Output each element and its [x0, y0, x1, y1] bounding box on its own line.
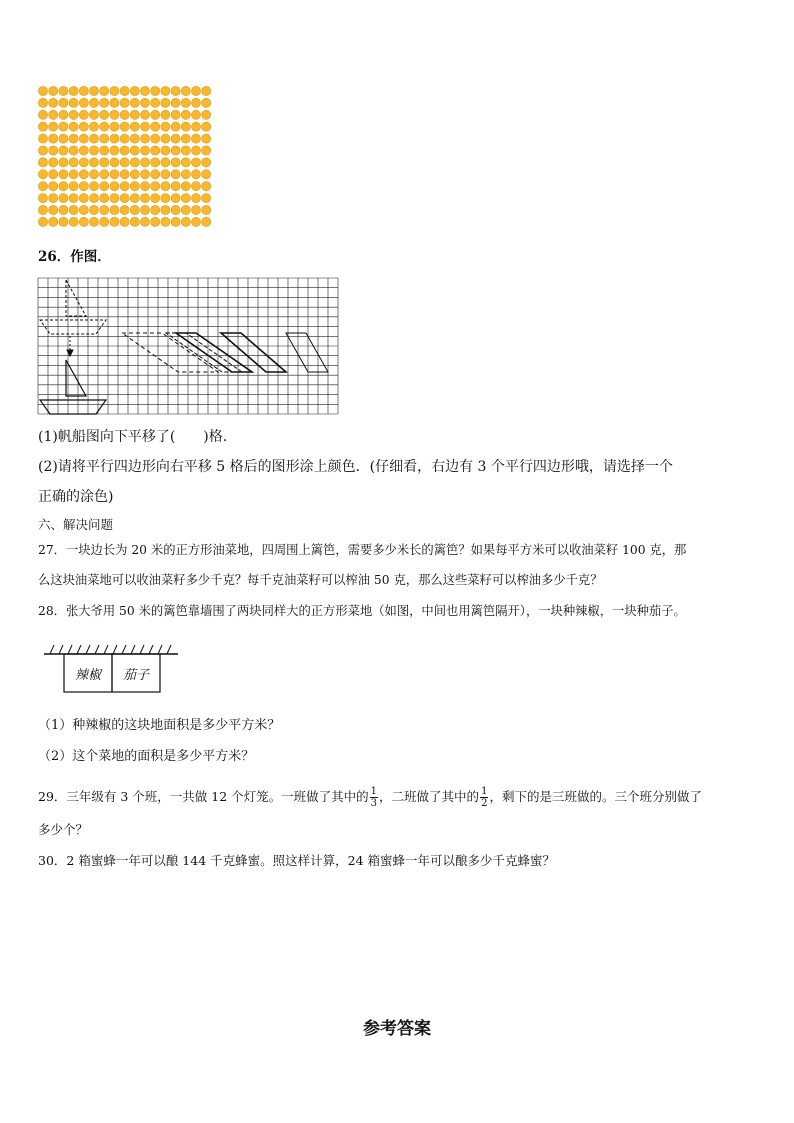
dot	[151, 194, 160, 203]
dot	[100, 134, 109, 143]
dot	[191, 194, 200, 203]
dot	[181, 122, 190, 131]
dot	[59, 146, 68, 155]
dot	[89, 158, 98, 167]
grid-figure	[36, 276, 342, 416]
dot	[181, 205, 190, 214]
dot	[202, 170, 211, 179]
dot	[120, 182, 129, 191]
dot	[120, 194, 129, 203]
dot	[49, 182, 58, 191]
dot	[171, 122, 180, 131]
dot	[151, 98, 160, 107]
dot	[49, 110, 58, 119]
dot	[100, 217, 109, 226]
dot	[49, 194, 58, 203]
dot	[110, 182, 119, 191]
dot	[161, 110, 170, 119]
fraction-numerator: 1	[370, 786, 378, 797]
dot	[151, 110, 160, 119]
dot	[38, 182, 47, 191]
dot	[202, 146, 211, 155]
dot	[69, 194, 78, 203]
dot	[171, 134, 180, 143]
dot	[191, 205, 200, 214]
dot	[79, 86, 88, 95]
dot	[49, 98, 58, 107]
dot	[130, 182, 139, 191]
dot	[79, 134, 88, 143]
q30-text: 30．2 箱蜜蜂一年可以酿 144 千克蜂蜜。照这样计算，24 箱蜜蜂一年可以酿多少千克蜂蜜？	[38, 853, 556, 868]
dot	[181, 217, 190, 226]
q27-line2: 么这块油菜地可以收油菜籽多少千克？每千克油菜籽可以榨油 50 克，那么这些菜籽可以榨油多少千克？	[38, 573, 603, 587]
dot	[110, 158, 119, 167]
answers-title: 参考答案	[363, 1019, 431, 1039]
dot	[79, 158, 88, 167]
dot	[38, 170, 47, 179]
dot	[171, 158, 180, 167]
dot	[120, 170, 129, 179]
dot	[130, 205, 139, 214]
dot	[49, 170, 58, 179]
dot	[202, 98, 211, 107]
dot	[120, 86, 129, 95]
dot	[100, 98, 109, 107]
dot	[171, 205, 180, 214]
fraction-denominator: 3	[370, 798, 378, 809]
q29-line1	[38, 786, 702, 809]
dot	[38, 205, 47, 214]
dot	[38, 134, 47, 143]
dot	[191, 158, 200, 167]
dot	[120, 122, 129, 131]
dot	[181, 158, 190, 167]
dot	[49, 146, 58, 155]
dot	[79, 98, 88, 107]
dot	[202, 158, 211, 167]
dot	[130, 86, 139, 95]
dot	[59, 217, 68, 226]
dot	[100, 170, 109, 179]
dot	[69, 134, 78, 143]
dot	[130, 122, 139, 131]
dot	[59, 194, 68, 203]
fraction-denominator: 2	[481, 798, 488, 809]
dot	[79, 122, 88, 131]
dot	[38, 98, 47, 107]
dot	[171, 194, 180, 203]
dot	[49, 158, 58, 167]
q29-part3: ，剩下的是三班做的。三个班分别做了	[489, 789, 702, 804]
dot	[161, 122, 170, 131]
dot	[100, 122, 109, 131]
q26-heading: 26．作图．	[38, 249, 111, 265]
dot	[79, 110, 88, 119]
dot	[100, 110, 109, 119]
dot	[151, 182, 160, 191]
dot	[38, 122, 47, 131]
dot	[69, 170, 78, 179]
dot	[69, 182, 78, 191]
dot	[110, 205, 119, 214]
dot	[89, 86, 98, 95]
dot	[69, 146, 78, 155]
dot	[151, 158, 160, 167]
dot	[59, 205, 68, 214]
fraction-numerator: 1	[481, 786, 488, 797]
dot	[69, 205, 78, 214]
dot	[191, 146, 200, 155]
dot	[38, 86, 47, 95]
dot	[171, 182, 180, 191]
dot	[171, 146, 180, 155]
dot	[151, 217, 160, 226]
dot	[130, 217, 139, 226]
dot	[130, 98, 139, 107]
dot	[59, 170, 68, 179]
dot	[161, 98, 170, 107]
dot	[89, 194, 98, 203]
section-heading: 六、解决问题	[38, 517, 114, 532]
dot	[69, 98, 78, 107]
dot	[110, 170, 119, 179]
dot	[151, 146, 160, 155]
dot	[38, 217, 47, 226]
dot	[191, 134, 200, 143]
dot	[100, 86, 109, 95]
dot	[38, 194, 47, 203]
dot	[130, 158, 139, 167]
dot	[130, 170, 139, 179]
dot	[79, 182, 88, 191]
dot-array	[34, 82, 214, 234]
dot	[110, 122, 119, 131]
parallelogram-choice-4	[286, 333, 328, 372]
dot	[140, 205, 149, 214]
dot	[140, 134, 149, 143]
dot	[110, 217, 119, 226]
dot	[89, 110, 98, 119]
dot	[191, 110, 200, 119]
dot	[181, 170, 190, 179]
dot	[151, 86, 160, 95]
dot	[100, 158, 109, 167]
dot	[140, 98, 149, 107]
dot	[130, 110, 139, 119]
dot	[202, 134, 211, 143]
dot	[151, 205, 160, 214]
dot	[89, 122, 98, 131]
dot	[161, 86, 170, 95]
q28-sub1: （1）种辣椒的这块地面积是多少平方米？	[38, 718, 281, 733]
dot	[89, 170, 98, 179]
dot	[151, 122, 160, 131]
dot	[151, 170, 160, 179]
dot	[181, 110, 190, 119]
dot	[120, 205, 129, 214]
dot	[100, 182, 109, 191]
q29-part2: ，二班做了其中的	[379, 789, 480, 804]
dot	[171, 170, 180, 179]
dot	[100, 146, 109, 155]
dot	[202, 182, 211, 191]
q27-line1: 27．一块边长为 20 米的正方形油菜地，四周围上篱笆，需要多少米长的篱笆？如果每平方米可以收油菜籽 100 克，那	[38, 543, 687, 557]
dot	[59, 110, 68, 119]
dot	[181, 98, 190, 107]
dot	[69, 86, 78, 95]
dot	[181, 86, 190, 95]
dot	[110, 134, 119, 143]
dot	[120, 134, 129, 143]
dot	[89, 205, 98, 214]
dot	[110, 98, 119, 107]
dot	[49, 122, 58, 131]
dot	[181, 182, 190, 191]
dot	[151, 134, 160, 143]
dot	[140, 110, 149, 119]
plot-eggplant: 茄子	[122, 668, 149, 683]
dot	[171, 217, 180, 226]
dot	[140, 122, 149, 131]
dot	[161, 217, 170, 226]
dot	[171, 98, 180, 107]
dot	[140, 217, 149, 226]
dot	[140, 170, 149, 179]
plot-pepper: 辣椒	[74, 668, 101, 683]
dot	[140, 158, 149, 167]
parallelogram-choice-3	[221, 333, 286, 372]
dot	[140, 146, 149, 155]
dot	[69, 110, 78, 119]
dot	[120, 146, 129, 155]
dot	[202, 217, 211, 226]
dot	[69, 122, 78, 131]
dot	[59, 134, 68, 143]
q28-sub2: （2）这个菜地的面积是多少平方米？	[38, 749, 255, 764]
dot	[59, 158, 68, 167]
q29-part1: 29．三年级有 3 个班，一共做 12 个灯笼。一班做了其中的	[38, 789, 369, 804]
dot	[89, 217, 98, 226]
q26-sub1: (1)帆船图向下平移了( )格．	[38, 429, 237, 445]
dot	[120, 98, 129, 107]
dot	[100, 205, 109, 214]
dot	[191, 217, 200, 226]
dot	[161, 134, 170, 143]
q26-sub2-line1: (2)请将平行四边形向右平移 5 格后的图形涂上颜色．(仔细看，右边有 3 个平行四边形哦，请选择一个	[38, 459, 673, 475]
dot	[89, 182, 98, 191]
dot	[79, 170, 88, 179]
q29-line2: 多少个？	[38, 822, 89, 837]
dot	[171, 86, 180, 95]
dot	[202, 86, 211, 95]
dot	[181, 194, 190, 203]
dot	[161, 182, 170, 191]
q28-line1: 28．张大爷用 50 米的篱笆靠墙围了两块同样大的正方形菜地（如图，中间也用篱笆隔开），一块种辣椒，一块种茄子。	[38, 604, 686, 618]
dot	[49, 205, 58, 214]
dot	[130, 194, 139, 203]
dot	[79, 146, 88, 155]
dot	[110, 110, 119, 119]
fraction-one-third	[370, 786, 378, 809]
dot	[191, 86, 200, 95]
dot	[38, 158, 47, 167]
dot	[181, 134, 190, 143]
dot	[49, 217, 58, 226]
dot	[110, 194, 119, 203]
dot	[120, 158, 129, 167]
dot	[130, 146, 139, 155]
dot	[202, 194, 211, 203]
dot	[110, 146, 119, 155]
dot	[181, 146, 190, 155]
dot	[140, 194, 149, 203]
dot	[49, 86, 58, 95]
dot	[69, 217, 78, 226]
dot	[191, 122, 200, 131]
dot	[69, 158, 78, 167]
fraction-one-half	[480, 786, 488, 809]
dot	[202, 110, 211, 119]
dot	[79, 205, 88, 214]
dot	[89, 134, 98, 143]
dot	[140, 86, 149, 95]
dot	[38, 146, 47, 155]
dot	[79, 217, 88, 226]
dot	[38, 110, 47, 119]
dot	[161, 146, 170, 155]
dot	[130, 134, 139, 143]
dot	[161, 158, 170, 167]
dot	[100, 194, 109, 203]
boat-moved	[40, 360, 106, 414]
dot	[59, 98, 68, 107]
dot	[120, 217, 129, 226]
dot	[202, 205, 211, 214]
dot	[59, 86, 68, 95]
dot	[171, 110, 180, 119]
dot	[191, 182, 200, 191]
dot	[79, 194, 88, 203]
dot	[110, 86, 119, 95]
dot	[120, 110, 129, 119]
dot	[59, 122, 68, 131]
dot	[191, 170, 200, 179]
dot	[49, 134, 58, 143]
dot	[89, 98, 98, 107]
dot	[161, 194, 170, 203]
dot	[89, 146, 98, 155]
dot	[161, 170, 170, 179]
q26-sub2-line2: 正确的涂色)	[38, 489, 114, 505]
dot	[140, 182, 149, 191]
dot	[59, 182, 68, 191]
dot	[161, 205, 170, 214]
dot	[191, 98, 200, 107]
dot	[202, 122, 211, 131]
